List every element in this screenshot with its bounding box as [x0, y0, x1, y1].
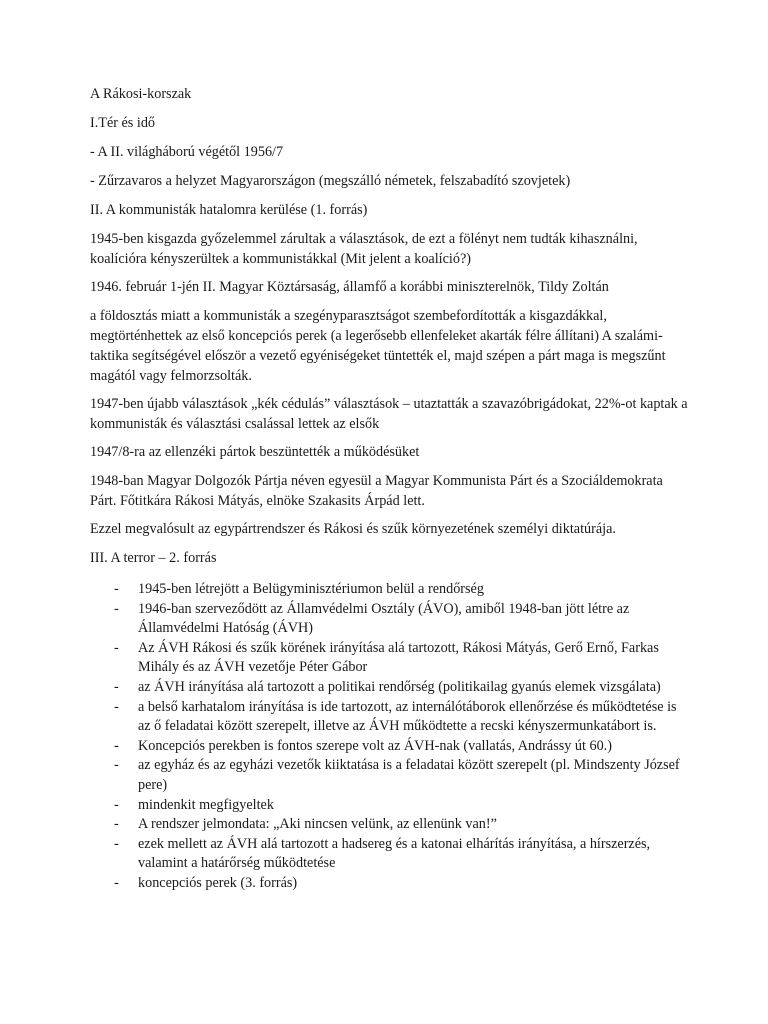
list-item-text: ezek mellett az ÁVH alá tartozott a hadsereg és a katonai elhárítás irányítása, a hírszerzés, valamint a határőrség működtetése	[138, 835, 651, 872]
bullet-list	[90, 580, 690, 894]
list-item	[90, 600, 690, 639]
paragraph: 1947/8-ra az ellenzéki pártok beszüntették a működésüket	[90, 444, 420, 460]
list-item	[90, 580, 690, 600]
section-heading-terror: III. A terror – 2. forrás	[90, 550, 217, 566]
list-item	[90, 756, 690, 795]
paragraph: - A II. világháború végétől 1956/7	[90, 144, 284, 160]
bullet-marker: -	[114, 737, 119, 754]
list-item-text: az egyház és az egyházi vezetők kiiktatása is a feladatai között szerepelt (pl. Mindszenty József pere)	[138, 757, 680, 793]
bullet-marker: -	[114, 835, 119, 852]
list-item-text: Koncepciós perekben is fontos szerepe volt az ÁVH-nak (vallatás, Andrássy út 60.)	[138, 737, 612, 754]
list-item-text: Az ÁVH Rákosi és szűk körének irányítása alá tartozott, Rákosi Mátyás, Gerő Ernő, Farkas Mihály és az ÁVH vezetője Péter Gábor	[138, 639, 659, 676]
list-item	[90, 737, 690, 757]
list-item	[90, 815, 690, 835]
bullet-marker: -	[114, 639, 119, 656]
list-item-text: mindenkit megfigyeltek	[138, 796, 274, 813]
document-title: A Rákosi-korszak	[90, 86, 192, 102]
list-item-text: 1946-ban szerveződött az Államvédelmi Osztály (ÁVO), amiből 1948-ban jött létre az Államvédelmi Hatóság (ÁVH)	[138, 600, 630, 637]
bullet-marker: -	[114, 600, 119, 617]
list-item	[90, 796, 690, 816]
list-item-text: A rendszer jelmondata: „Aki nincsen velünk, az ellenünk van!”	[138, 816, 497, 833]
bullet-marker: -	[114, 581, 119, 597]
list-item-text: a belső karhatalom irányítása is ide tartozott, az internálótáborok ellenőrzése és működtetése is az ő feladatai között szerepelt, illetve az ÁVH működtette a recski kényszermunkatábort is.	[138, 698, 677, 735]
paragraph: 1948-ban Magyar Dolgozók Pártja néven egyesül a Magyar Kommunista Párt és a Szociáldemokrata Párt. Főtitkára Rákosi Mátyás, elnöke Szakasits Árpád lett.	[90, 473, 663, 509]
paragraph: Ezzel megvalósult az egypártrendszer és Rákosi és szűk környezetének személyi diktatúrája.	[90, 521, 616, 537]
bullet-marker: -	[114, 874, 119, 891]
list-item-text: az ÁVH irányítása alá tartozott a politikai rendőrség (politikailag gyanús elemek vizsgálata)	[138, 678, 661, 695]
document-page	[90, 84, 690, 894]
list-item	[90, 698, 690, 737]
list-item	[90, 678, 690, 698]
list-item	[90, 874, 690, 894]
paragraph: 1947-ben újabb választások „kék cédulás” választások – utaztatták a szavazóbrigádokat, 22%-ot kaptak a kommunisták és választási csalással lettek az elsők	[90, 396, 688, 432]
bullet-marker: -	[114, 796, 119, 813]
paragraph: a földosztás miatt a kommunisták a szegényparasztságot szembefordították a kisgazdákkal, megtörténhettek az első koncepciós perek (a legerősebb ellenfeleket akarták félre állítani) A szalámi-taktika segítségével először a vezető egyéniségeket tüntették el, majd szépen a párt maga is megszűnt magától vagy felmorzsolták.	[90, 308, 666, 384]
paragraph: 1946. február 1-jén II. Magyar Köztársaság, államfő a korábbi miniszterelnök, Tildy Zoltán	[90, 279, 609, 295]
bullet-marker: -	[114, 816, 119, 833]
list-item-text: 1945-ben létrejött a Belügyminisztériumon belül a rendőrség	[138, 581, 484, 597]
paragraph: - Zűrzavaros a helyzet Magyarországon (megszálló németek, felszabadító szovjetek)	[90, 173, 571, 189]
list-item-text: koncepciós perek (3. forrás)	[138, 874, 298, 891]
list-item	[90, 639, 690, 678]
section-heading-ter-es-ido: I.Tér és idő	[90, 115, 156, 131]
paragraph: 1945-ben kisgazda győzelemmel zárultak a választások, de ezt a fölényt nem tudták kihasználni, koalícióra kényszerültek a kommunistákkal (Mit jelent a koalíció?)	[90, 231, 638, 267]
section-heading-hatalomra-kerules: II. A kommunisták hatalomra kerülése (1. forrás)	[90, 202, 368, 218]
bullet-marker: -	[114, 678, 119, 695]
bullet-marker: -	[114, 698, 119, 715]
list-item	[90, 835, 690, 874]
bullet-marker: -	[114, 757, 119, 774]
